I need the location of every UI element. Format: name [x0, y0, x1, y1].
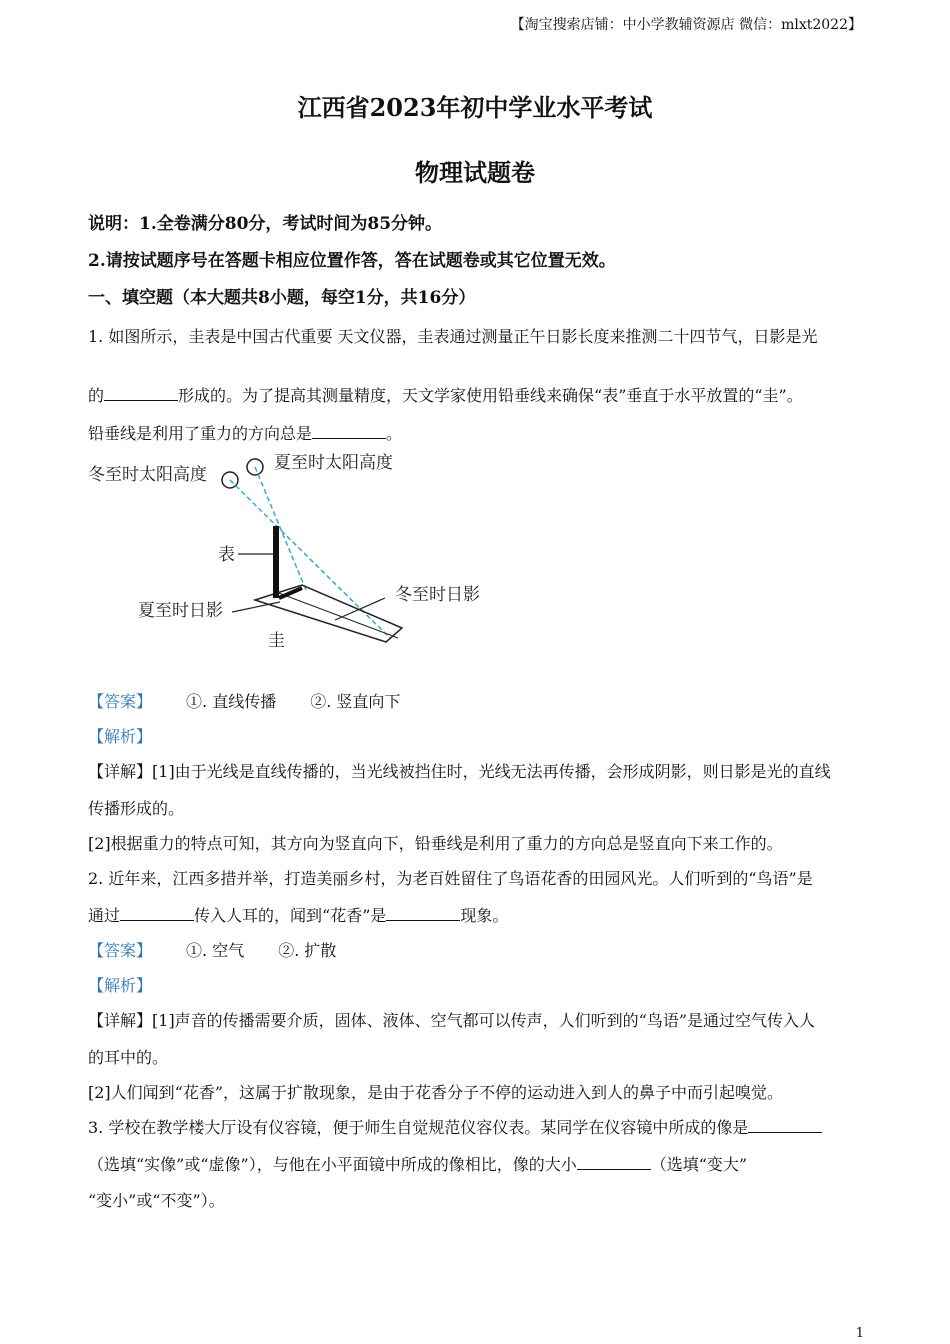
leader-summer-shadow — [232, 602, 280, 612]
q1-detail-2: [2]根据重力的特点可知，其方向为竖直向下，铅垂线是利用了重力的方向总是竖直向下来工作的。 — [88, 834, 783, 853]
summer-ray — [255, 467, 306, 590]
q3-blank-2 — [577, 1155, 651, 1170]
q1-line-2-pre: 的 — [88, 386, 105, 405]
q2-analysis-tag: 【解析】 — [88, 976, 153, 995]
q1-answer-tag: 【答案】 — [88, 692, 153, 711]
q1-answer-row — [88, 689, 400, 712]
q1-answer-2: ②. 竖直向下 — [310, 692, 401, 711]
q2-detail-2: [2]人们闻到“花香”，这属于扩散现象，是由于花香分子不停的运动进入到人的鼻子中而引起嗅觉。 — [88, 1083, 784, 1102]
q2-detail-1-cont: 的耳中的。 — [88, 1048, 169, 1067]
q2-detail-1 — [88, 1008, 815, 1031]
q1-line-3-pre: 铅垂线是利用了重力的方向总是 — [88, 424, 313, 443]
exam-subtitle: 物理试题卷 — [415, 158, 535, 187]
q3-line-1-text: 3. 学校在教学楼大厅设有仪容镜，便于师生自觉规范仪容仪表。某同学在仪容镜中所成的像是 — [88, 1118, 749, 1137]
q1-line-3-post: 。 — [386, 424, 403, 443]
q2-line-2-post: 现象。 — [460, 906, 509, 925]
summer-shadow-mark — [279, 588, 302, 598]
label-biao: 表 — [218, 545, 235, 565]
q1-blank-1 — [104, 386, 178, 401]
q2-line-2-pre: 通过 — [88, 906, 121, 925]
q2-line-1: 2. 近年来，江西多措并举，打造美丽乡村，为老百姓留住了鸟语花香的田园风光。人们听到的“鸟语”是 — [88, 869, 813, 888]
q3-line-2 — [88, 1152, 747, 1175]
q2-detail-1-text: [1]声音的传播需要介质，固体、液体、空气都可以传声，人们听到的“鸟语”是通过空气传入人 — [152, 1011, 816, 1030]
q2-blank-2 — [386, 906, 460, 921]
q1-answer-1: ①. 直线传播 — [186, 692, 277, 711]
header-note: 【淘宝搜索店铺：中小学教辅资源店 微信：mlxt2022】 — [510, 17, 862, 33]
q2-detail-tag: 【详解】 — [88, 1011, 153, 1030]
biao-pole — [273, 526, 279, 598]
q2-answer-1: ①. 空气 — [186, 941, 245, 960]
label-winter-sun: 冬至时太阳高度 — [88, 465, 207, 485]
q1-line-2 — [88, 383, 803, 406]
instruction-2: 2.请按试题序号在答题卡相应位置作答，答在试题卷或其它位置无效。 — [88, 251, 616, 271]
q1-line-1: 1. 如图所示，圭表是中国古代重要 天文仪器，圭表通过测量正午日影长度来推测二十四节气，日影是光 — [88, 327, 818, 346]
q3-line-2-post: （选填“变大” — [650, 1155, 748, 1174]
q3-line-3: “变小”或“不变”）。 — [88, 1191, 225, 1210]
q2-line-2-mid: 传入人耳的，闻到“花香”是 — [194, 906, 387, 925]
label-summer-sun: 夏至时太阳高度 — [274, 453, 393, 473]
q1-line-2-post: 形成的。为了提高其测量精度，天文学家使用铅垂线来确保“表”垂直于水平放置的“圭”。 — [178, 386, 803, 405]
label-summer-shadow: 夏至时日影 — [138, 601, 223, 621]
q2-answer-row — [88, 938, 336, 961]
gui-groove — [276, 592, 398, 638]
label-winter-shadow: 冬至时日影 — [395, 585, 480, 605]
q1-blank-2 — [312, 424, 386, 439]
q2-answer-tag: 【答案】 — [88, 941, 153, 960]
q1-detail-1-cont: 传播形成的。 — [88, 799, 185, 818]
instruction-1: 说明：1.全卷满分80分，考试时间为85分钟。 — [88, 214, 443, 234]
q1-detail-1-text: [1]由于光线是直线传播的，当光线被挡住时，光线无法再传播，会形成阴影，则日影是光的直线 — [152, 762, 831, 781]
page-number: 1 — [855, 1326, 864, 1341]
section-heading: 一、填空题（本大题共8小题，每空1分，共16分） — [88, 288, 476, 308]
q3-line-1 — [88, 1115, 822, 1138]
q2-line-2 — [88, 903, 508, 926]
gnomon-figure — [80, 440, 520, 660]
winter-ray — [230, 480, 390, 638]
exam-title: 江西省2023年初中学业水平考试 — [297, 93, 653, 122]
q1-detail-1 — [88, 759, 831, 782]
q2-blank-1 — [120, 906, 194, 921]
q3-blank-1 — [748, 1118, 822, 1133]
label-gui: 圭 — [268, 631, 285, 651]
q1-detail-tag: 【详解】 — [88, 762, 153, 781]
q2-answer-2: ②. 扩散 — [278, 941, 337, 960]
q1-analysis-tag: 【解析】 — [88, 727, 153, 746]
q3-line-2-pre: （选填“实像”或“虚像”），与他在小平面镜中所成的像相比，像的大小 — [88, 1155, 577, 1174]
